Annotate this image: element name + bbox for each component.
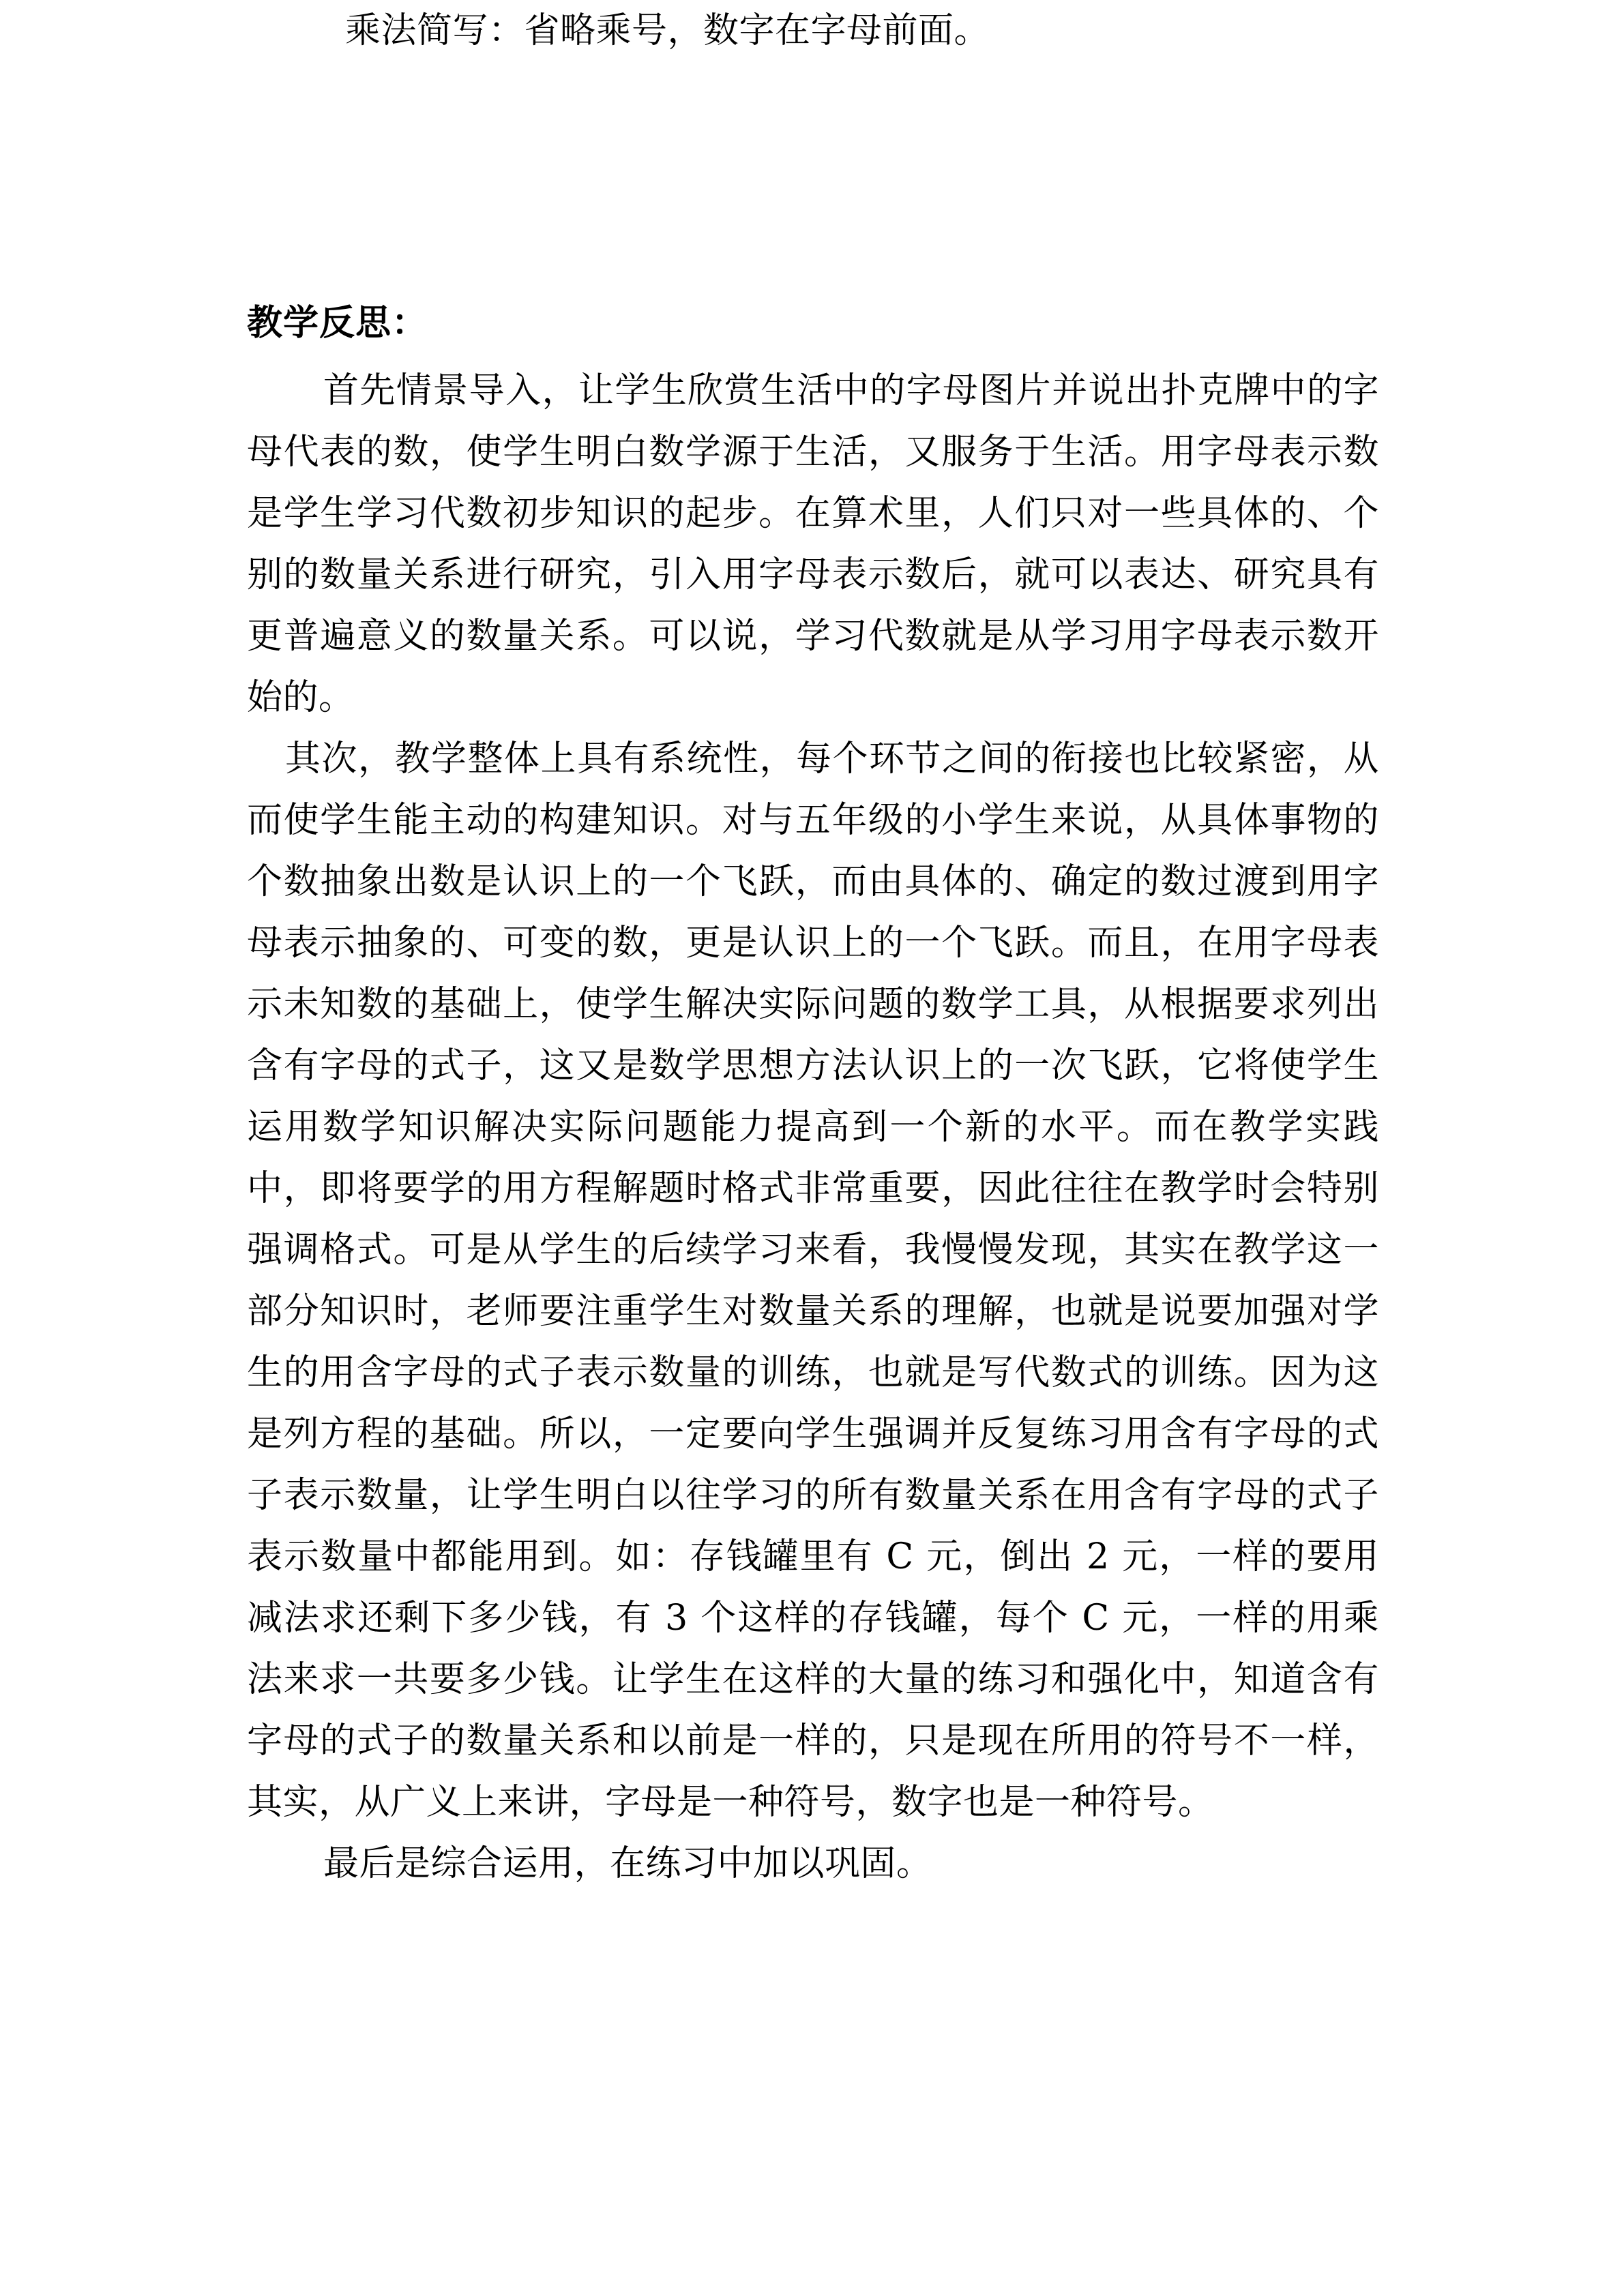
reflection-paragraph-2: 其次，教学整体上具有系统性，每个环节之间的衔接也比较紧密，从而使学生能主动的构建知识。对与五年级的小学生来说，从具体事物的个数抽象出数是认识上的一个飞跃，而由具体的、确定的数过渡到用字母表示抽象的、可变的数，更是认识上的一个飞跃。而且，在用字母表示未知数的基础上，使学生解决实际问题的数学工具，从根据要求列出含有字母的式子，这又是数学思想方法认识上的一次飞跃，它将使学生运用数学知识解决实际问题能力提高到一个新的水平。而在教学实践中，即将要学的用方程解题时格式非常重要，因此往往在教学时会特别强调格式。可是从学生的后续学习来看，我慢慢发现，其实在教学这一部分知识时，老师要注重学生对数量关系的理解，也就是说要加强对学生的用含字母的式子表示数量的训练，也就是写代数式的训练。因为这是列方程的基础。所以，一定要向学生强调并反复练习用含有字母的式子表示数量，让学生明白以往学习的所有数量关系在用含有字母的式子表示数量中都能用到。如：存钱罐里有 C 元，倒出 2 元，一样的要用减法求还剩下多少钱，有 3 个这样的存钱罐，每个 C 元，一样的用乘法来求一共要多少钱。让学生在这样的大量的练习和强化中，知道含有字母的式子的数量关系和以前是一样的，只是现在所用的符号不一样，其实，从广义上来讲，字母是一种符号，数字也是一种符号。: [247, 739, 1379, 1823]
page-content: [247, 0, 1379, 1894]
multiplication-shorthand-note: 乘法简写：省略乘号，数字在字母前面。: [345, 10, 990, 51]
teaching-reflection-heading: 教学反思：: [247, 302, 428, 344]
reflection-paragraph-1: 首先情景导入，让学生欣赏生活中的字母图片并说出扑克牌中的字母代表的数，使学生明白数学源于生活，又服务于生活。用字母表示数是学生学习代数初步知识的起步。在算术里，人们只对一些具体的、个别的数量关系进行研究，引入用字母表示数后，就可以表达、研究具有更普遍意义的数量关系。可以说，学习代数就是从学习用字母表示数开始的。: [247, 370, 1379, 718]
reflection-paragraph-3: 最后是综合运用，在练习中加以巩固。: [323, 1843, 932, 1884]
vertical-spacer: [247, 61, 1379, 301]
